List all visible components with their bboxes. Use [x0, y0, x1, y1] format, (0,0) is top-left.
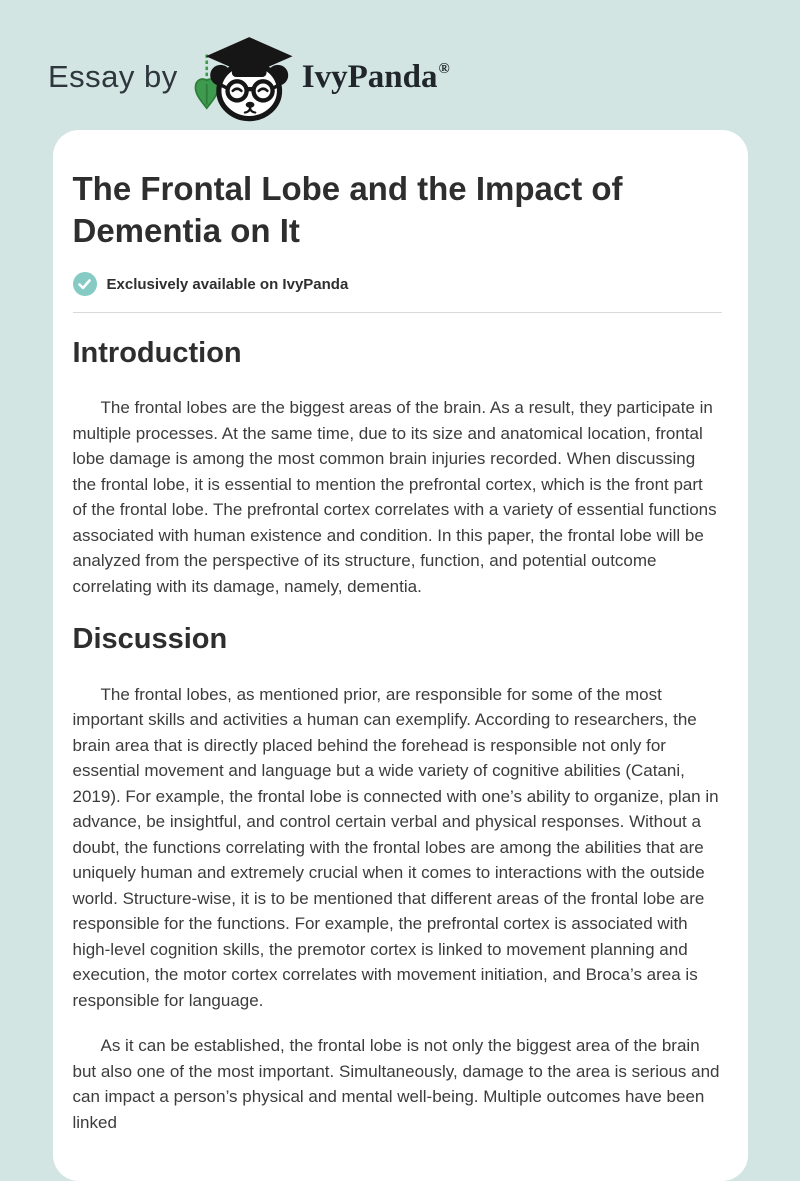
checkmark-icon [73, 272, 97, 296]
registered-mark: ® [438, 60, 450, 77]
glasses-right-lens [253, 81, 272, 100]
divider [73, 312, 722, 313]
section-heading-introduction: Introduction [72, 337, 242, 369]
page-title: The Frontal Lobe and the Impact of Dementia on It [72, 170, 623, 249]
essay-card [53, 130, 748, 1181]
introduction-paragraph: The frontal lobes are the biggest areas of the brain. As a result, they participate in multiple processes. At the same time, due to its size and anatomical location, frontal lobe damage is among the most common brain injuries recorded. When discussing the frontal lobe, it is essential to mention the prefrontal cortex, which is the front part of the frontal lobe. The prefrontal cortex correlates with a variety of essential functions associated with human existence and condition. In this paper, the frontal lobe will be analyzed from the perspective of its structure, function, and potential outcome correlating with its damage, namely, dementia. [72, 398, 717, 596]
panda-graduate-icon [192, 30, 296, 124]
section-heading-discussion: Discussion [72, 623, 228, 656]
essay-by-label: Essay by [48, 59, 178, 94]
glasses-left-lens [227, 81, 246, 100]
brand-logo-link[interactable] [192, 30, 450, 124]
site-header [0, 0, 800, 128]
discussion-paragraph-2: As it can be established, the frontal lobe is not only the biggest area of the brain but also one of the most important. Simultaneously, damage to the area is serious and can impact a person’s physical and mental well-being. Multiple outcomes have been linked [72, 1036, 720, 1132]
brand-name: IvyPanda® [301, 58, 450, 95]
discussion-paragraph-1: The frontal lobes, as mentioned prior, are responsible for some of the most important skills and activities a human can exemplify. According to researchers, the brain area that is directly placed behind the forehead is responsible not only for essential movement and language but a wide variety of cognitive abilities (Catani, 2019). For example, the frontal lobe is connected with one’s ability to organize, plan in advance, be insightful, and control certain verbal and physical responses. Without a doubt, the functions correlating with the frontal lobes are among the abilities that are uniquely human and extremely crucial when it comes to interactions with the outside world. Structure-wise, it is to be mentioned that different areas of the frontal lobe are responsible for the functions. For example, the prefrontal cortex is associated with high-level cognition skills, the premotor cortex is linked to movement planning and execution, the motor cortex correlates with movement initiation, and Broca’s area is responsible for language. [72, 684, 719, 1010]
availability-label: Exclusively available on IvyPanda [106, 275, 349, 293]
availability-badge [73, 272, 722, 296]
